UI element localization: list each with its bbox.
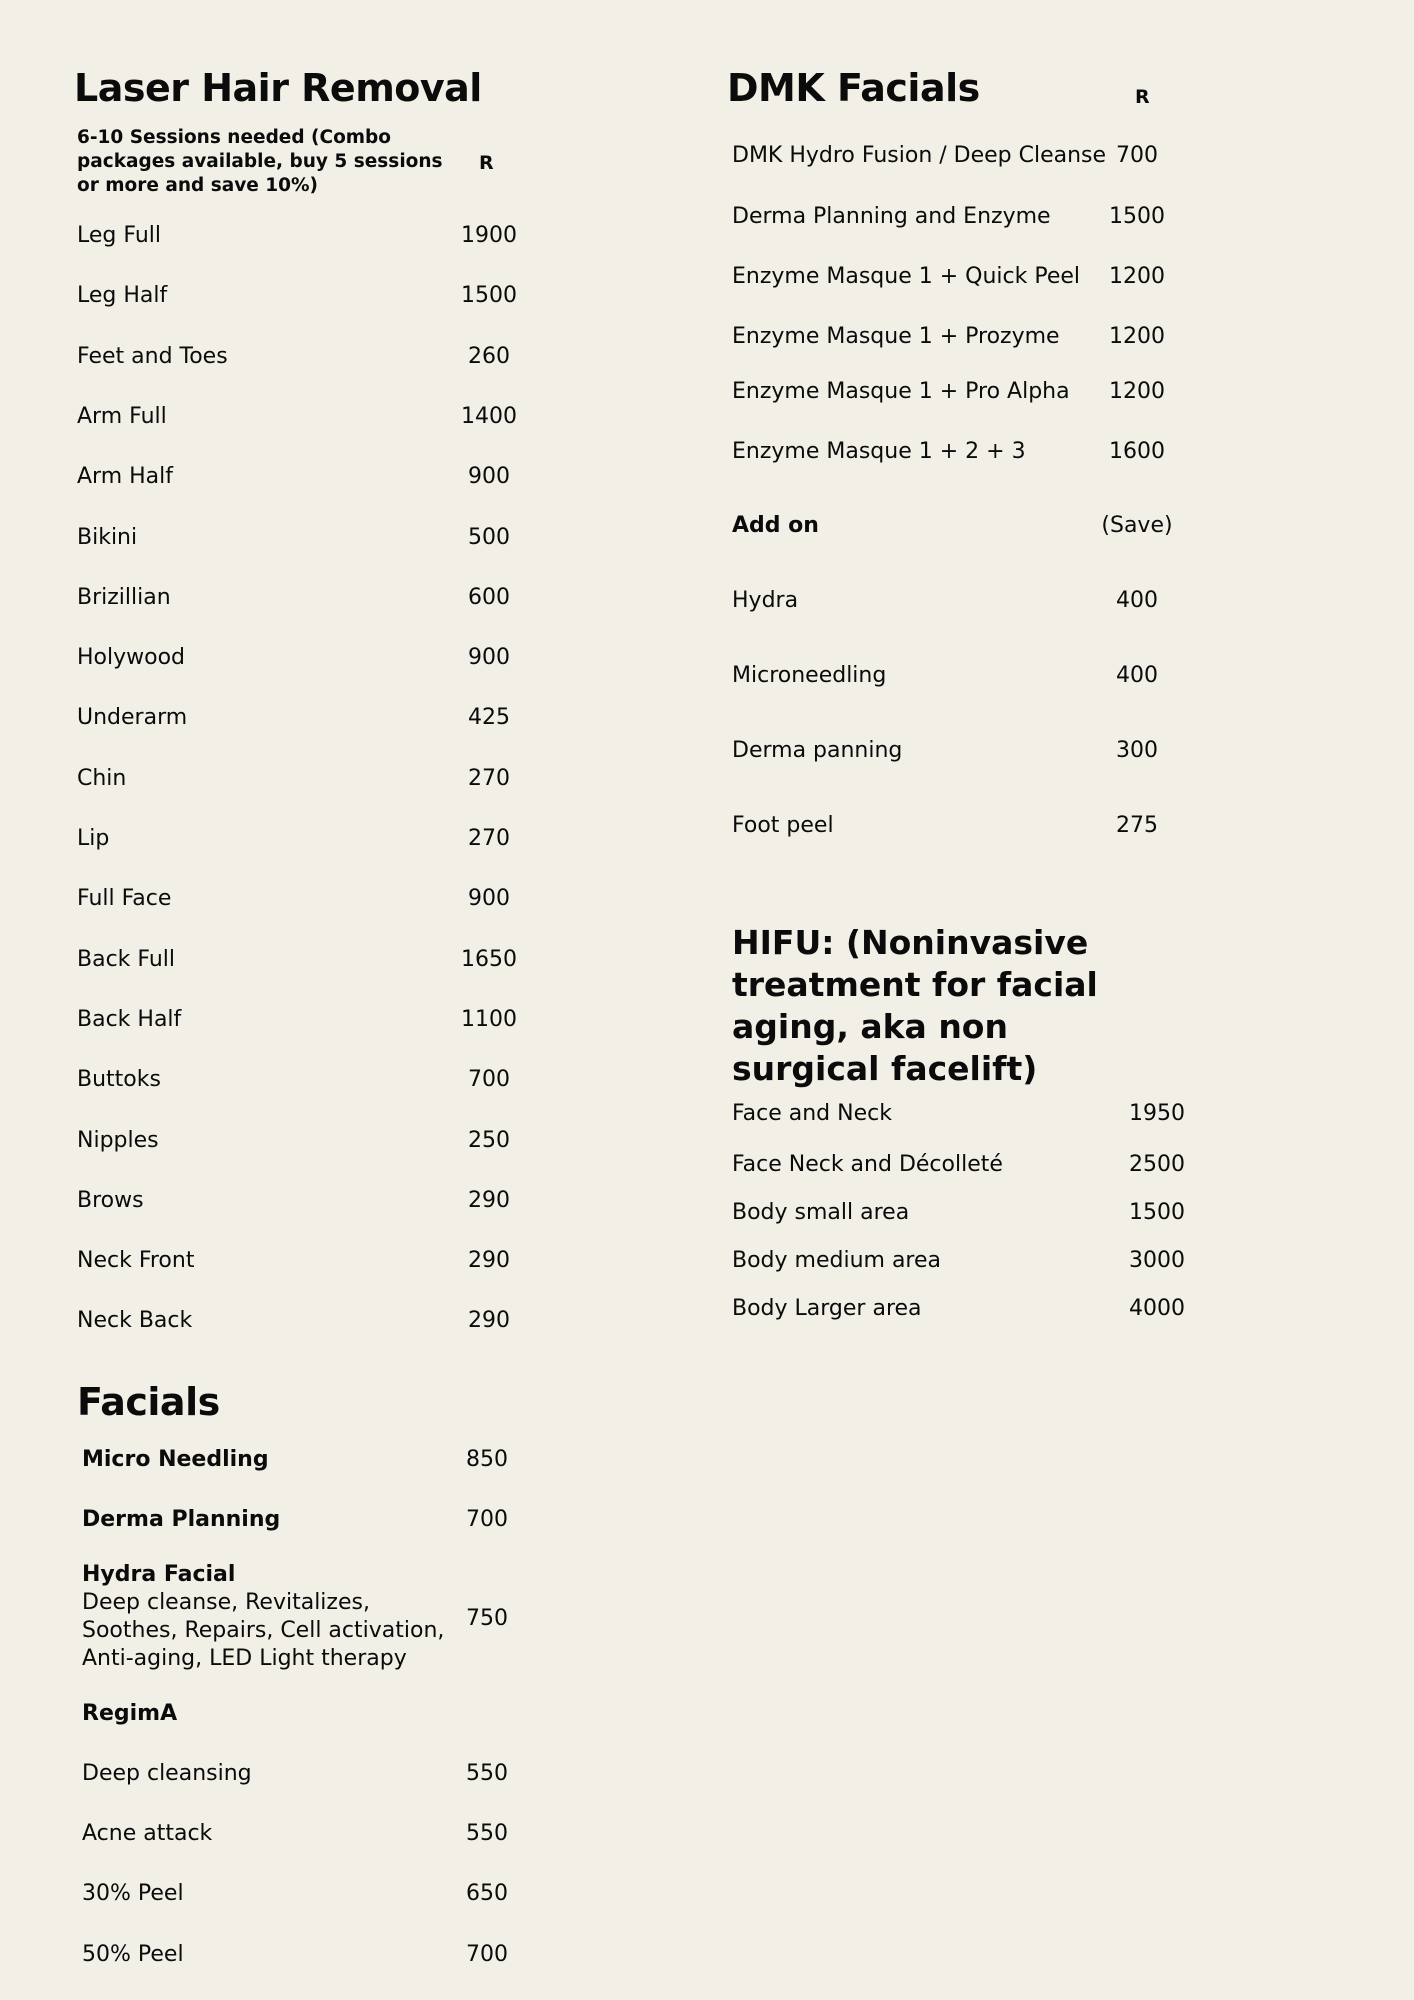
laser-item-name: Arm Full	[77, 403, 167, 429]
laser-item	[77, 645, 597, 675]
laser-item-name: Leg Half	[77, 283, 168, 309]
facial-item-derma-planning	[82, 1507, 562, 1537]
laser-item-price: 700	[468, 1067, 510, 1093]
hifu-section-title: HIFU: (Noninvasive treatment for facial aging, aka non surgical facelift)	[732, 923, 1098, 1088]
laser-item-price: 1400	[461, 403, 517, 429]
facial-item-price: 750	[466, 1606, 508, 1631]
addon-item-name: Derma panning	[732, 738, 903, 763]
laser-item	[77, 223, 597, 253]
dmk-item-price: 1200	[1109, 264, 1165, 289]
dmk-item-name: DMK Hydro Fusion / Deep Cleanse	[732, 143, 1107, 168]
regima-item-price: 650	[466, 1881, 508, 1906]
laser-item-price: 270	[468, 826, 510, 851]
addon-label: Add on	[732, 513, 819, 538]
dmk-item-name: Enzyme Masque 1 + Prozyme	[732, 324, 1060, 349]
facial-item-name: Derma Planning	[82, 1507, 281, 1532]
laser-item-price: 290	[468, 1187, 510, 1213]
laser-item-price: 260	[468, 343, 510, 369]
hydra-facial-description: Deep cleanse, Revitalizes, Soothes, Repairs, Cell activation, Anti-aging, LED Light therapy	[82, 1590, 445, 1671]
laser-item	[77, 826, 597, 856]
laser-item	[77, 525, 597, 555]
hifu-item-name: Face Neck and Décolleté	[732, 1152, 1003, 1177]
laser-item	[77, 344, 597, 374]
hifu-item-price: 4000	[1129, 1296, 1185, 1321]
dmk-section-title: DMK Facials	[727, 66, 980, 110]
laser-item-name: Bikini	[77, 524, 138, 550]
addon-item	[732, 663, 1252, 693]
laser-item-name: Lip	[77, 826, 110, 851]
dmk-item	[732, 204, 1252, 234]
regima-item	[82, 1761, 602, 1791]
laser-item	[77, 705, 597, 735]
addon-item-name: Foot peel	[732, 813, 834, 838]
laser-item	[77, 1188, 597, 1218]
facial-item-hydra-facial-name	[82, 1562, 562, 1592]
laser-item-name: Arm Half	[77, 464, 174, 490]
addon-item-price: 400	[1116, 663, 1158, 688]
laser-item	[77, 585, 597, 615]
addon-item-name: Hydra	[732, 588, 799, 613]
laser-item-price: 500	[468, 524, 510, 550]
dmk-item-name: Enzyme Masque 1 + Quick Peel	[732, 264, 1081, 289]
addon-item	[732, 738, 1252, 768]
hifu-item-price: 1950	[1129, 1101, 1185, 1126]
laser-item-price: 270	[468, 765, 510, 791]
hifu-item	[732, 1296, 1252, 1326]
addon-note: (Save)	[1101, 513, 1173, 538]
laser-item-price: 1100	[461, 1006, 517, 1032]
dmk-currency-label: R	[1135, 86, 1150, 108]
dmk-item-price: 1200	[1109, 324, 1165, 349]
facial-item-micro-needling	[82, 1447, 562, 1477]
laser-item	[77, 283, 597, 313]
laser-item-name: Feet and Toes	[77, 343, 228, 369]
dmk-item	[732, 324, 1252, 354]
laser-item-price: 1650	[461, 946, 517, 972]
laser-item-name: Brows	[77, 1187, 144, 1213]
dmk-item-price: 1500	[1109, 204, 1165, 229]
addon-item	[732, 588, 1252, 618]
regima-item-name: Acne attack	[82, 1821, 213, 1846]
regima-item	[82, 1942, 602, 1972]
addon-item-price: 400	[1116, 588, 1158, 613]
laser-item-name: Buttoks	[77, 1067, 161, 1093]
laser-item	[77, 766, 597, 796]
facial-item-price: 850	[466, 1447, 508, 1472]
laser-item-name: Brizillian	[77, 584, 171, 610]
laser-currency-label: R	[479, 152, 494, 174]
addon-item-price: 275	[1116, 813, 1158, 838]
laser-item-name: Neck Front	[77, 1248, 195, 1274]
laser-sessions-note: 6-10 Sessions needed (Combo packages available, buy 5 sessions or more and save 10%)	[77, 127, 443, 196]
laser-item-name: Underarm	[77, 705, 188, 731]
hifu-item	[732, 1152, 1252, 1182]
regima-item-name: Deep cleansing	[82, 1761, 252, 1786]
addon-header	[732, 513, 1252, 543]
dmk-item-price: 1600	[1109, 439, 1165, 464]
hifu-item-price: 1500	[1129, 1200, 1185, 1225]
laser-section-title: Laser Hair Removal	[74, 66, 482, 110]
laser-item-price: 900	[468, 886, 510, 912]
hifu-item-name: Body medium area	[732, 1248, 941, 1273]
laser-item	[77, 1308, 597, 1338]
laser-item-price: 290	[468, 1308, 510, 1334]
laser-item	[77, 464, 597, 494]
dmk-item	[732, 379, 1252, 409]
laser-item-name: Full Face	[77, 886, 172, 912]
hifu-item-price: 2500	[1129, 1152, 1185, 1177]
facial-item-name: Hydra Facial	[82, 1562, 236, 1587]
regima-item	[82, 1821, 602, 1851]
dmk-item-name: Enzyme Masque 1 + 2 + 3	[732, 439, 1026, 464]
laser-item	[77, 1067, 597, 1097]
laser-item	[77, 404, 597, 434]
laser-item-price: 1500	[461, 283, 517, 309]
regima-item-price: 550	[466, 1821, 508, 1846]
laser-item-name: Holywood	[77, 645, 186, 671]
hifu-item-name: Body small area	[732, 1200, 910, 1225]
laser-item	[77, 1128, 597, 1158]
addon-item-name: Microneedling	[732, 663, 887, 688]
facial-item-name: Micro Needling	[82, 1447, 269, 1472]
dmk-item-price: 700	[1116, 143, 1158, 168]
hifu-item	[732, 1200, 1252, 1230]
regima-item-price: 550	[466, 1761, 508, 1786]
laser-item-price: 900	[468, 464, 510, 490]
dmk-item-name: Derma Planning and Enzyme	[732, 204, 1051, 229]
regima-item-name: 50% Peel	[82, 1942, 184, 1967]
facial-item-price: 700	[466, 1507, 508, 1532]
laser-item	[77, 947, 597, 977]
hifu-item	[732, 1101, 1252, 1131]
laser-item	[77, 886, 597, 916]
dmk-item	[732, 264, 1252, 294]
laser-item-name: Neck Back	[77, 1308, 193, 1334]
dmk-item-price: 1200	[1109, 379, 1165, 404]
laser-item-name: Nipples	[77, 1127, 159, 1153]
laser-item-price: 900	[468, 645, 510, 671]
regima-item-name: 30% Peel	[82, 1881, 184, 1906]
laser-item-price: 600	[468, 584, 510, 610]
laser-item-name: Back Half	[77, 1006, 182, 1032]
regima-item	[82, 1881, 602, 1911]
hifu-item-name: Body Larger area	[732, 1296, 922, 1321]
laser-item-name: Chin	[77, 765, 127, 791]
laser-item-price: 250	[468, 1127, 510, 1153]
laser-item-price: 425	[468, 705, 510, 731]
laser-item-name: Back Full	[77, 946, 176, 972]
hifu-item-price: 3000	[1129, 1248, 1185, 1273]
addon-item	[732, 813, 1252, 843]
hifu-item	[732, 1248, 1252, 1278]
laser-item	[77, 1007, 597, 1037]
laser-item-price: 290	[468, 1248, 510, 1274]
facial-item-hydra-facial-price	[82, 1606, 562, 1636]
dmk-item	[732, 439, 1252, 469]
dmk-item-name: Enzyme Masque 1 + Pro Alpha	[732, 379, 1070, 404]
laser-item-name: Leg Full	[77, 223, 161, 248]
laser-item-price: 1900	[461, 223, 517, 248]
facials-section-title: Facials	[77, 1380, 220, 1424]
addon-item-price: 300	[1116, 738, 1158, 763]
regima-heading: RegimA	[82, 1701, 178, 1726]
laser-item	[77, 1248, 597, 1278]
hifu-item-name: Face and Neck	[732, 1101, 892, 1126]
dmk-item	[732, 143, 1252, 173]
regima-label	[82, 1701, 562, 1731]
regima-item-price: 700	[466, 1942, 508, 1967]
